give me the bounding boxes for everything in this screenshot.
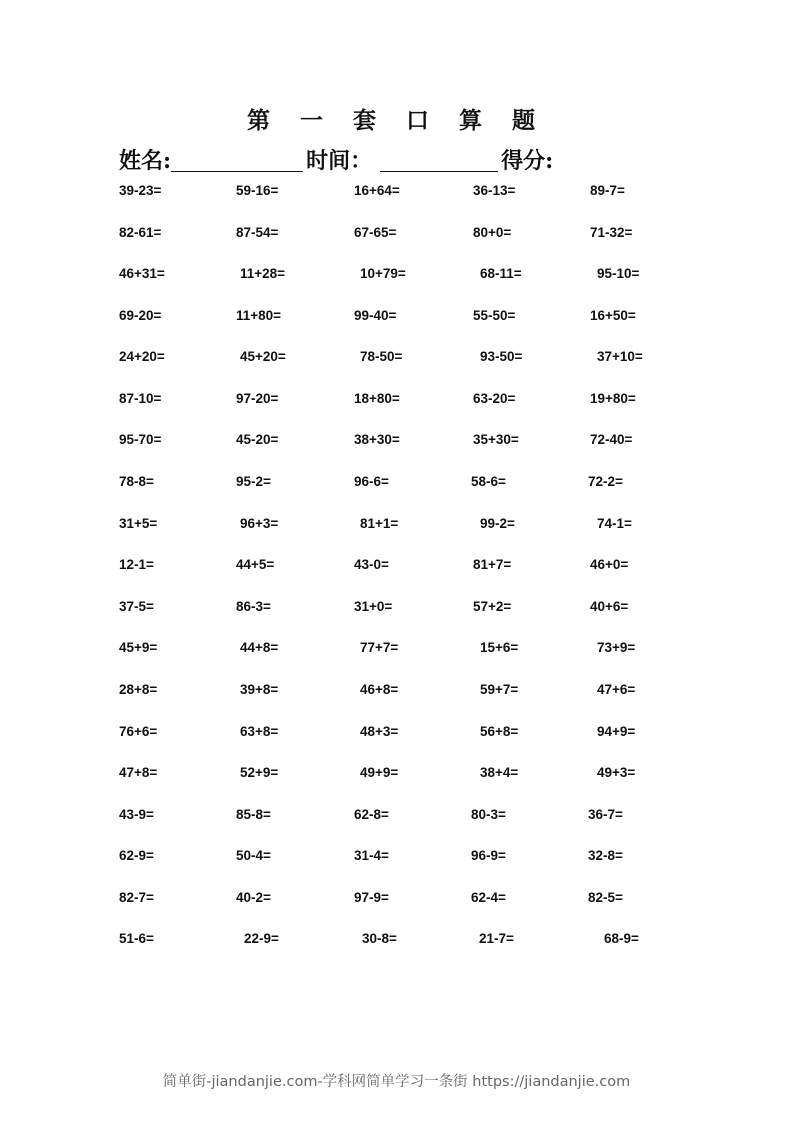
arithmetic-problem: 63-20=: [473, 391, 516, 406]
arithmetic-problem: 46+0=: [590, 557, 629, 572]
arithmetic-problem: 81+1=: [360, 516, 399, 531]
arithmetic-problem: 31+5=: [119, 516, 158, 531]
time-label: 时间：: [306, 148, 373, 174]
arithmetic-problem: 68-11=: [480, 266, 522, 281]
arithmetic-problem: 47+6=: [597, 682, 636, 697]
arithmetic-problem: 95-2=: [236, 474, 271, 489]
arithmetic-problem: 36-7=: [588, 807, 623, 822]
arithmetic-problem: 36-13=: [473, 183, 516, 198]
time-blank[interactable]: [380, 149, 498, 172]
arithmetic-problem: 30-8=: [362, 931, 397, 946]
arithmetic-problem: 39+8=: [240, 682, 279, 697]
arithmetic-problem: 78-8=: [119, 474, 154, 489]
arithmetic-problem: 95-70=: [119, 432, 162, 447]
arithmetic-problem: 19+80=: [590, 391, 636, 406]
arithmetic-problem: 87-54=: [236, 225, 279, 240]
arithmetic-problem: 11+28=: [240, 266, 286, 281]
arithmetic-problem: 57+2=: [473, 599, 512, 614]
arithmetic-problem: 82-7=: [119, 890, 154, 905]
arithmetic-problem: 28+8=: [119, 682, 158, 697]
arithmetic-problem: 72-40=: [590, 432, 633, 447]
arithmetic-problem: 31-4=: [354, 848, 389, 863]
arithmetic-problem: 86-3=: [236, 599, 271, 614]
arithmetic-problem: 52+9=: [240, 765, 279, 780]
arithmetic-problem: 81+7=: [473, 557, 512, 572]
arithmetic-problem: 87-10=: [119, 391, 162, 406]
arithmetic-problem: 59-16=: [236, 183, 279, 198]
score-label: 得分:: [501, 148, 554, 174]
arithmetic-problem: 68-9=: [604, 931, 639, 946]
arithmetic-problem: 62-4=: [471, 890, 506, 905]
arithmetic-problem: 44+5=: [236, 557, 275, 572]
arithmetic-problem: 11+80=: [236, 308, 282, 323]
arithmetic-problem: 82-61=: [119, 225, 162, 240]
arithmetic-problem: 43-0=: [354, 557, 389, 572]
arithmetic-problem: 40-2=: [236, 890, 271, 905]
arithmetic-problem: 15+6=: [480, 640, 519, 655]
arithmetic-problem: 71-32=: [590, 225, 633, 240]
arithmetic-problem: 58-6=: [471, 474, 506, 489]
page-title: 第 一 套 口 算 题: [246, 107, 547, 134]
arithmetic-problem: 56+8=: [480, 724, 519, 739]
arithmetic-problem: 39-23=: [119, 183, 162, 198]
arithmetic-problem: 38+4=: [480, 765, 519, 780]
arithmetic-problem: 95-10=: [597, 266, 640, 281]
arithmetic-problem: 16+64=: [354, 183, 400, 198]
name-blank[interactable]: [171, 149, 303, 172]
arithmetic-problem: 80-3=: [471, 807, 506, 822]
arithmetic-problem: 46+8=: [360, 682, 399, 697]
arithmetic-problem: 22-9=: [244, 931, 279, 946]
arithmetic-problem: 67-65=: [354, 225, 397, 240]
arithmetic-problem: 24+20=: [119, 349, 165, 364]
arithmetic-problem: 43-9=: [119, 807, 154, 822]
arithmetic-problem: 99-2=: [480, 516, 515, 531]
arithmetic-problem: 72-2=: [588, 474, 623, 489]
name-label: 姓名:: [119, 148, 172, 174]
arithmetic-problem: 49+3=: [597, 765, 636, 780]
arithmetic-problem: 21-7=: [479, 931, 514, 946]
arithmetic-problem: 37-5=: [119, 599, 154, 614]
arithmetic-problem: 37+10=: [597, 349, 643, 364]
arithmetic-problem: 48+3=: [360, 724, 399, 739]
footer-watermark: 简单街-jiandanjie.com-学科网简单学习一条街 https://jiandanjie.com: [162, 1074, 631, 1090]
arithmetic-problem: 51-6=: [119, 931, 154, 946]
arithmetic-problem: 10+79=: [360, 266, 406, 281]
arithmetic-problem: 96-6=: [354, 474, 389, 489]
arithmetic-problem: 99-40=: [354, 308, 397, 323]
arithmetic-problem: 35+30=: [473, 432, 519, 447]
arithmetic-problem: 38+30=: [354, 432, 400, 447]
arithmetic-problem: 55-50=: [473, 308, 516, 323]
arithmetic-problem: 96-9=: [471, 848, 506, 863]
arithmetic-problem: 94+9=: [597, 724, 636, 739]
arithmetic-problem: 47+8=: [119, 765, 158, 780]
arithmetic-problem: 93-50=: [480, 349, 523, 364]
arithmetic-problem: 45+20=: [240, 349, 286, 364]
student-info-line: [119, 145, 553, 175]
arithmetic-problem: 31+0=: [354, 599, 393, 614]
arithmetic-problem: 46+31=: [119, 266, 165, 281]
arithmetic-problem: 69-20=: [119, 308, 162, 323]
arithmetic-problem: 16+50=: [590, 308, 636, 323]
arithmetic-problem: 32-8=: [588, 848, 623, 863]
arithmetic-problem: 49+9=: [360, 765, 399, 780]
arithmetic-problem: 78-50=: [360, 349, 403, 364]
arithmetic-problem: 59+7=: [480, 682, 519, 697]
arithmetic-problem: 89-7=: [590, 183, 625, 198]
arithmetic-problem: 18+80=: [354, 391, 400, 406]
arithmetic-problem: 97-20=: [236, 391, 279, 406]
arithmetic-problem: 62-9=: [119, 848, 154, 863]
arithmetic-problem: 44+8=: [240, 640, 279, 655]
arithmetic-problem: 50-4=: [236, 848, 271, 863]
arithmetic-problem: 85-8=: [236, 807, 271, 822]
arithmetic-problem: 77+7=: [360, 640, 399, 655]
arithmetic-problem: 12-1=: [119, 557, 154, 572]
arithmetic-problem: 82-5=: [588, 890, 623, 905]
arithmetic-problem: 73+9=: [597, 640, 636, 655]
arithmetic-problem: 40+6=: [590, 599, 629, 614]
arithmetic-problem: 45-20=: [236, 432, 279, 447]
arithmetic-problem: 96+3=: [240, 516, 279, 531]
arithmetic-problem: 45+9=: [119, 640, 158, 655]
arithmetic-problem: 63+8=: [240, 724, 279, 739]
arithmetic-problem: 74-1=: [597, 516, 632, 531]
arithmetic-problem: 97-9=: [354, 890, 389, 905]
arithmetic-problem: 76+6=: [119, 724, 158, 739]
arithmetic-problem: 80+0=: [473, 225, 512, 240]
arithmetic-problem: 62-8=: [354, 807, 389, 822]
